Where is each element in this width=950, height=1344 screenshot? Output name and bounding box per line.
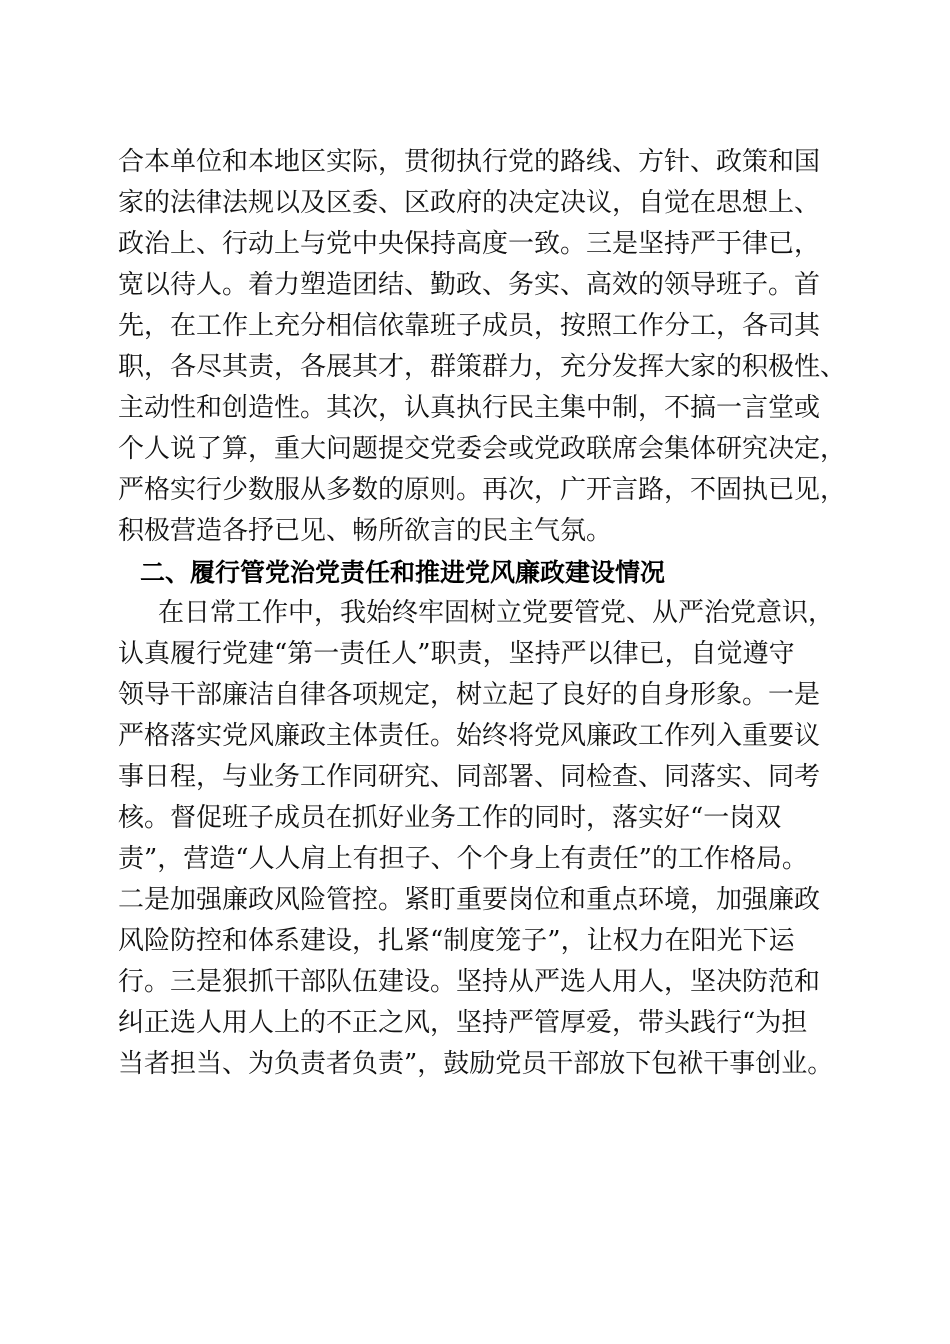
body-line: 政治上、行动上与党中央保持高度一致。三是坚持严于律已， bbox=[118, 229, 821, 259]
body-line: 二是加强廉政风险管控。紧盯重要岗位和重点环境，加强廉政 bbox=[118, 885, 821, 915]
document-body bbox=[118, 142, 848, 1085]
body-line: 主动性和创造性。其次，认真执行民主集中制，不搞一言堂或 bbox=[118, 393, 821, 423]
section-heading: 二、履行管党治党责任和推进党风廉政建设情况 bbox=[140, 558, 666, 587]
body-line: 纠正选人用人上的不正之风，坚持严管厚爱，带头践行“为担 bbox=[118, 1008, 808, 1038]
body-line: 事日程，与业务工作同研究、同部署、同检查、同落实、同考 bbox=[118, 762, 821, 792]
body-line: 严格落实党风廉政主体责任。始终将党风廉政工作列入重要议 bbox=[118, 721, 821, 751]
body-line: 宽以待人。着力塑造团结、勤政、务实、高效的领导班子。首 bbox=[118, 270, 821, 300]
body-line: 个人说了算，重大问题提交党委会或党政联席会集体研究决定， bbox=[118, 434, 847, 464]
body-line: 认真履行党建“第一责任人”职责，坚持严以律已，自觉遵守 bbox=[118, 639, 795, 669]
body-line: 严格实行少数服从多数的原则。再次，广开言路，不固执已见， bbox=[118, 475, 847, 505]
body-line: 合本单位和本地区实际，贯彻执行党的路线、方针、政策和国 bbox=[118, 147, 821, 177]
body-line: 积极营造各抒已见、畅所欲言的民主气氛。 bbox=[118, 516, 613, 546]
body-line: 责”，营造“人人肩上有担子、个个身上有责任”的工作格局。 bbox=[118, 844, 808, 874]
body-line: 先，在工作上充分相信依靠班子成员，按照工作分工，各司其 bbox=[118, 311, 821, 341]
body-line: 当者担当、为负责者负责”，鼓励党员干部放下包袱干事创业。 bbox=[118, 1049, 834, 1079]
body-line: 职，各尽其责，各展其才，群策群力，充分发挥大家的积极性、 bbox=[118, 352, 847, 382]
body-line: 风险防控和体系建设，扎紧“制度笼子”，让权力在阳光下运 bbox=[118, 926, 795, 956]
paragraph-first-line: 在日常工作中，我始终牢固树立党要管党、从严治党意识， bbox=[158, 598, 835, 628]
body-line: 领导干部廉洁自律各项规定，树立起了良好的自身形象。一是 bbox=[118, 680, 821, 710]
body-line: 家的法律法规以及区委、区政府的决定决议，自觉在思想上、 bbox=[118, 188, 821, 218]
body-line: 核。督促班子成员在抓好业务工作的同时，落实好“一岗双 bbox=[118, 803, 782, 833]
body-line: 行。三是狠抓干部队伍建设。坚持从严选人用人，坚决防范和 bbox=[118, 967, 821, 997]
